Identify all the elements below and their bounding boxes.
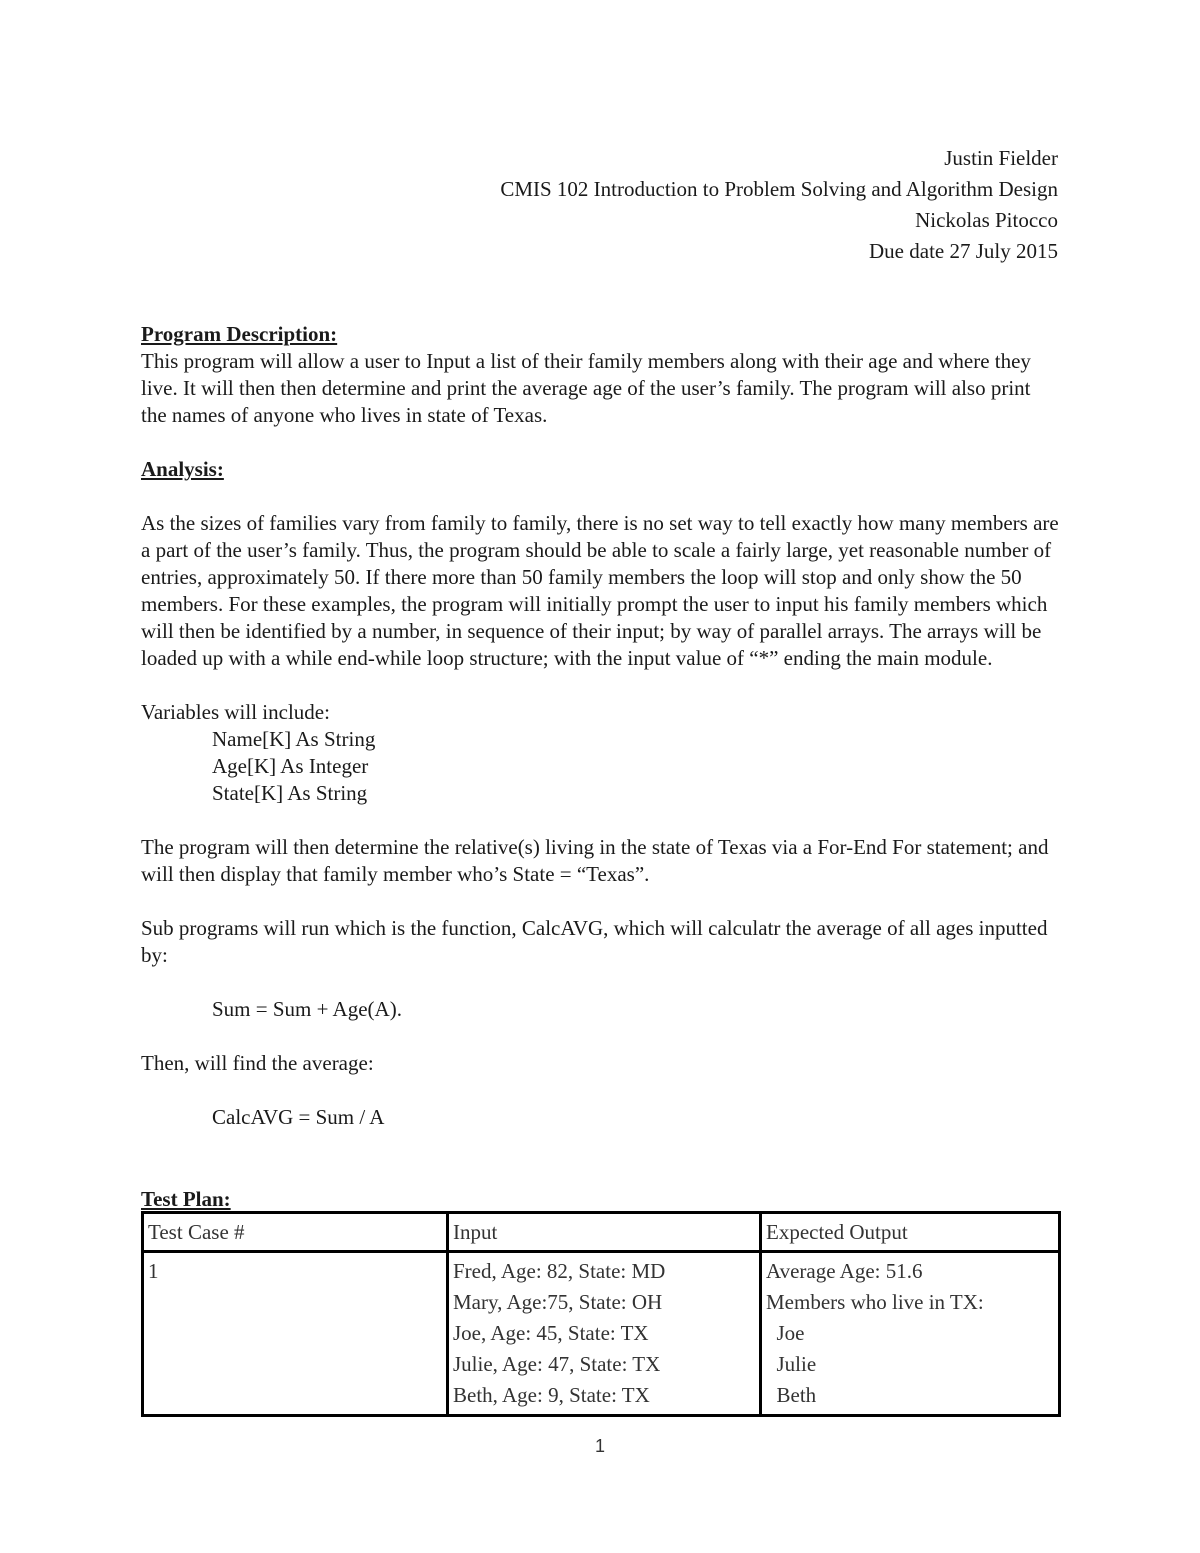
column-header-test-case: Test Case # <box>143 1213 448 1252</box>
subprograms-paragraph: Sub programs will run which is the function, CalcAVG, which will calculatr the average of all ages inputted by: <box>141 916 1048 967</box>
input-line: Mary, Age:75, State: OH <box>453 1290 663 1314</box>
variable-name: Name[K] As String <box>212 727 376 751</box>
program-description-text: This program will allow a user to Input a list of their family members along with their age and where they live. It will then then determine and print the average age of the user’s family. The program will also print the names of anyone who lives in state of Texas. <box>141 349 1031 427</box>
variables-intro: Variables will include: <box>141 700 330 724</box>
average-formula: CalcAVG = Sum / A <box>212 1105 385 1129</box>
variable-state: State[K] As String <box>212 781 368 805</box>
input-line: Julie, Age: 47, State: TX <box>453 1352 661 1376</box>
sum-formula: Sum = Sum + Age(A). <box>212 997 402 1021</box>
input-line: Joe, Age: 45, State: TX <box>453 1321 649 1345</box>
table-row <box>143 1252 1060 1416</box>
table-header-row <box>143 1213 1060 1252</box>
output-line: Beth <box>766 1383 817 1407</box>
author-name: Justin Fielder <box>944 146 1058 170</box>
analysis-heading: Analysis: <box>141 457 224 481</box>
average-intro: Then, will find the average: <box>141 1051 374 1075</box>
output-line: Members who live in TX: <box>766 1290 984 1314</box>
due-date: Due date 27 July 2015 <box>869 239 1058 263</box>
test-case-number <box>143 1252 448 1416</box>
variable-age: Age[K] As Integer <box>212 754 369 778</box>
document-body <box>141 321 1061 1131</box>
input-line: Fred, Age: 82, State: MD <box>453 1259 666 1283</box>
header-block <box>500 143 1058 267</box>
test-case-outputs <box>761 1252 1060 1416</box>
input-line: Beth, Age: 9, State: TX <box>453 1383 650 1407</box>
column-header-input: Input <box>448 1213 761 1252</box>
texas-paragraph: The program will then determine the relative(s) living in the state of Texas via a For-End For statement; and will then display that family member who’s State = “Texas”. <box>141 835 1049 886</box>
output-line: Julie <box>766 1352 817 1376</box>
test-plan-heading: Test Plan: <box>141 1187 231 1211</box>
test-plan-table <box>141 1211 1061 1417</box>
test-case-inputs <box>448 1252 761 1416</box>
instructor-name: Nickolas Pitocco <box>915 208 1058 232</box>
page-number: 1 <box>594 1436 605 1456</box>
output-line: Average Age: 51.6 <box>766 1259 923 1283</box>
course-title: CMIS 102 Introduction to Problem Solving and Algorithm Design <box>500 177 1058 201</box>
program-description-heading: Program Description: <box>141 322 338 346</box>
output-line: Joe <box>766 1321 805 1345</box>
test-case-id: 1 <box>148 1259 159 1283</box>
analysis-paragraph: As the sizes of families vary from family to family, there is no set way to tell exactly how many members are a part of the user’s family. Thus, the program should be able to scale a fairly large, yet reasonable number of entries, approximately 50. If there more than 50 family members the loop will stop and only show the 50 members. For these examples, the program will initially prompt the user to input his family members which will then be identified by a number, in sequence of their input; by way of parallel arrays. The arrays will be loaded up with a while end-while loop structure; with the input value of “*” ending the main module. <box>141 511 1059 670</box>
column-header-expected-output: Expected Output <box>761 1213 1060 1252</box>
